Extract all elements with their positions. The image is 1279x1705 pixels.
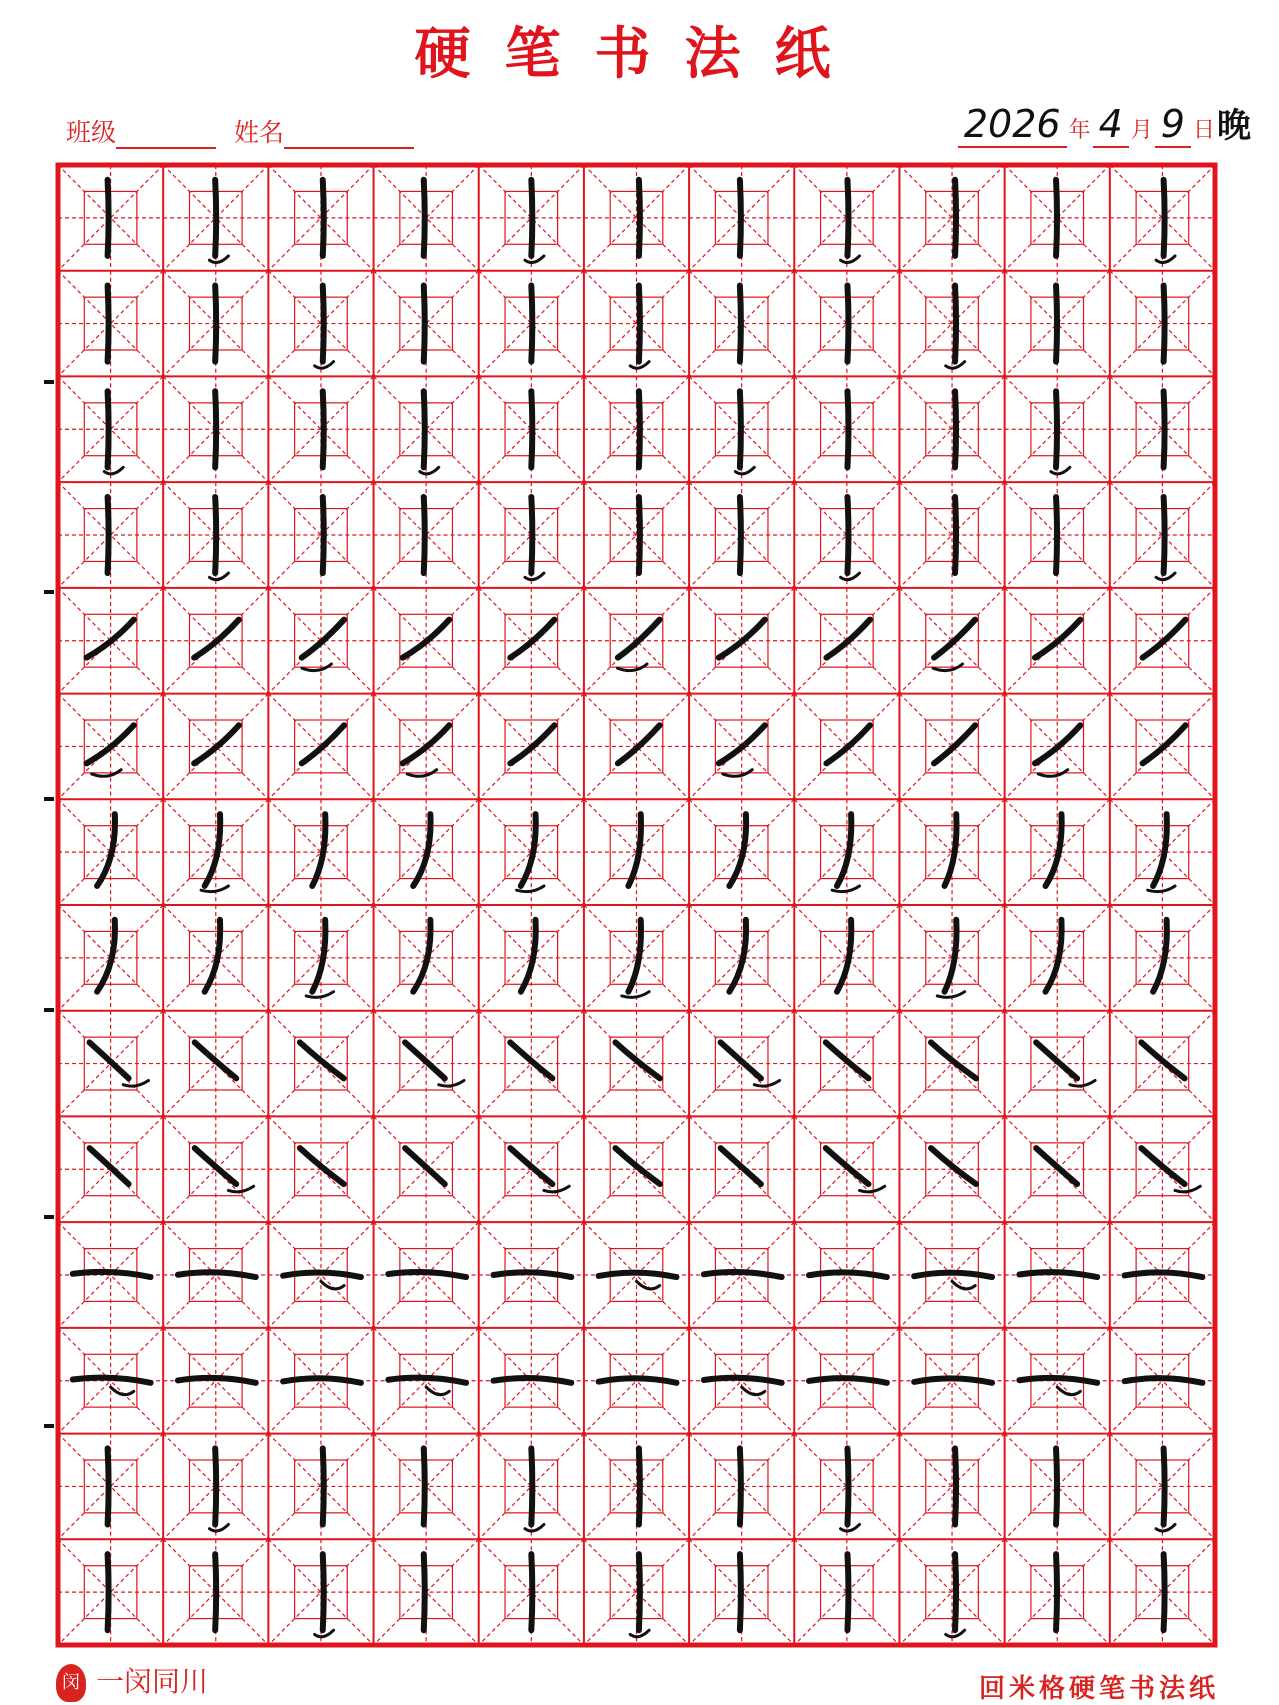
correction-mark (1175, 1186, 1200, 1192)
stroke-pie (510, 725, 554, 763)
stroke-shu (847, 1554, 848, 1630)
stroke-shu (108, 497, 109, 573)
stroke-pie (618, 620, 660, 658)
stroke-shu (108, 1448, 109, 1524)
stroke-pie (1143, 620, 1186, 658)
stroke-shu (847, 286, 848, 362)
stroke-dian (405, 1042, 445, 1078)
correction-mark (209, 256, 228, 263)
stroke-heng (1125, 1378, 1203, 1383)
stroke-shupie (729, 920, 746, 992)
stroke-shu (215, 391, 216, 467)
stroke-shu (323, 1448, 324, 1524)
correction-mark (742, 1387, 765, 1395)
page-title: 硬笔书法纸 (414, 21, 865, 87)
stroke-shu (639, 391, 640, 467)
stroke-dian (90, 1148, 129, 1184)
stroke-shu (955, 286, 956, 362)
margin-tick (44, 1424, 54, 1428)
stroke-shu (740, 497, 741, 573)
stroke-shu (1164, 1448, 1165, 1524)
stroke-pie (1143, 725, 1186, 763)
stroke-shupie (97, 920, 115, 992)
date-month: 4 (1093, 102, 1129, 148)
correction-mark (754, 1080, 779, 1086)
stroke-dian (615, 1042, 659, 1078)
stroke-heng (283, 1273, 361, 1278)
stroke-shu (639, 1554, 640, 1630)
stroke-shu (1056, 286, 1057, 362)
stroke-shu (955, 180, 956, 256)
correction-mark (1057, 1387, 1080, 1395)
stroke-shupie (521, 920, 536, 992)
stroke-shu (108, 391, 109, 467)
margin-tick (44, 380, 54, 384)
stroke-shu (1164, 497, 1165, 573)
stroke-shu (531, 497, 532, 573)
correction-mark (937, 992, 964, 998)
stroke-heng (599, 1378, 677, 1383)
correction-mark (209, 573, 228, 580)
stroke-shu (847, 391, 848, 467)
stroke-shu (1056, 1554, 1057, 1630)
stroke-shu (215, 286, 216, 362)
stroke-shupie (97, 814, 115, 886)
correction-mark (123, 1080, 148, 1086)
stroke-shupie (413, 814, 430, 886)
correction-mark (1070, 1080, 1095, 1086)
stroke-shu (215, 497, 216, 573)
stroke-dian (721, 1148, 761, 1184)
stroke-shu (424, 391, 425, 467)
stroke-shu (108, 1554, 109, 1630)
stroke-shu (955, 1554, 956, 1630)
correction-mark (952, 1281, 975, 1289)
stroke-shu (215, 180, 216, 256)
correction-mark (859, 1186, 884, 1192)
stroke-shu (531, 1554, 532, 1630)
paper-type-label: 回米格硬笔书法纸 (978, 1674, 1219, 1704)
stroke-shu (1056, 1448, 1057, 1524)
stroke-shu (847, 497, 848, 573)
margin-tick (44, 797, 54, 801)
margin-tick (44, 590, 54, 594)
stroke-shupie (205, 814, 221, 886)
stroke-dian (1036, 1042, 1077, 1078)
stroke-pie (934, 620, 975, 658)
stroke-shu (323, 286, 324, 362)
correction-mark (321, 1281, 344, 1289)
margin-tick (44, 1215, 54, 1219)
correction-mark (525, 573, 544, 580)
correction-mark (525, 1524, 544, 1531)
stroke-shu (847, 180, 848, 256)
stroke-shupie (1046, 814, 1062, 886)
stroke-heng (599, 1273, 677, 1278)
stroke-shu (108, 286, 109, 362)
stroke-dian (615, 1148, 659, 1184)
stroke-shu (955, 391, 956, 467)
stroke-shu (1164, 180, 1165, 256)
stroke-pie (934, 725, 975, 763)
stroke-shu (323, 497, 324, 573)
correction-mark (209, 1524, 228, 1531)
stroke-pie (302, 725, 344, 763)
stroke-shu (531, 286, 532, 362)
margin-tick (44, 1008, 54, 1012)
stroke-pie (194, 725, 239, 763)
stroke-shu (1056, 391, 1057, 467)
stroke-dian (1036, 1148, 1077, 1184)
stroke-shu (424, 497, 425, 573)
stroke-dian (931, 1148, 976, 1184)
stroke-shu (955, 1448, 956, 1524)
date-year: 2026 (958, 102, 1067, 148)
stroke-heng (809, 1272, 887, 1277)
year-unit: 年 (1068, 118, 1091, 143)
stroke-shu (639, 1448, 640, 1524)
stroke-dian (721, 1042, 761, 1078)
stroke-shu (740, 180, 741, 256)
stroke-heng (1125, 1272, 1203, 1277)
stroke-shu (531, 1448, 532, 1524)
stroke-pie (826, 620, 870, 658)
stroke-pie (618, 725, 660, 763)
stroke-shu (424, 286, 425, 362)
stroke-shupie (729, 814, 746, 886)
stroke-shu (323, 1554, 324, 1630)
stroke-heng (809, 1378, 887, 1383)
seal-icon: 闵 (56, 1664, 86, 1702)
stroke-shu (740, 286, 741, 362)
date-day: 9 (1155, 102, 1191, 148)
stroke-shu (531, 391, 532, 467)
stroke-shu (215, 1554, 216, 1630)
stroke-shu (323, 180, 324, 256)
stroke-shu (1164, 1554, 1165, 1630)
stroke-pie (194, 620, 239, 658)
name-label: 姓名 (233, 118, 284, 147)
stroke-dian (405, 1148, 445, 1184)
day-unit: 日 (1192, 118, 1215, 143)
stroke-heng (914, 1273, 992, 1277)
stroke-shu (1056, 180, 1057, 256)
correction-mark (426, 1387, 449, 1395)
stroke-heng (493, 1272, 571, 1277)
stroke-shu (639, 286, 640, 362)
stroke-dian (931, 1042, 976, 1078)
correction-mark (637, 1281, 660, 1289)
class-label: 班级 (66, 118, 117, 147)
stroke-shu (955, 497, 956, 573)
stroke-shu (1056, 497, 1057, 573)
stroke-pie (826, 725, 870, 763)
stroke-shu (108, 180, 109, 256)
brand-text: 一闵同川 (96, 1665, 209, 1698)
stroke-shu (740, 391, 741, 467)
stroke-shu (639, 180, 640, 256)
stroke-shu (639, 497, 640, 573)
stroke-heng (283, 1378, 361, 1383)
stroke-shu (531, 180, 532, 256)
correction-mark (525, 256, 544, 263)
stroke-shu (847, 1448, 848, 1524)
stroke-dian (90, 1042, 129, 1078)
stroke-pie (302, 620, 344, 658)
stroke-heng (914, 1378, 992, 1382)
correction-mark (111, 1387, 134, 1395)
stroke-shu (1164, 286, 1165, 362)
stroke-pie (510, 620, 554, 658)
stroke-shu (215, 1448, 216, 1524)
stroke-shu (424, 1448, 425, 1524)
stroke-shupie (205, 920, 221, 992)
stroke-shu (1164, 391, 1165, 467)
stroke-shu (740, 1554, 741, 1630)
stroke-shu (323, 391, 324, 467)
stroke-shu (424, 180, 425, 256)
month-unit: 月 (1130, 118, 1153, 143)
stroke-shu (740, 1448, 741, 1524)
date-suffix: 晚 (1217, 106, 1251, 146)
correction-mark (544, 1186, 569, 1192)
stroke-shupie (413, 920, 430, 992)
brand-footer (56, 1660, 208, 1700)
stroke-heng (493, 1378, 571, 1383)
stroke-shupie (521, 814, 536, 886)
correction-mark (439, 1080, 464, 1086)
correction-mark (228, 1186, 253, 1192)
stroke-shu (424, 1554, 425, 1630)
stroke-shupie (1046, 920, 1062, 992)
